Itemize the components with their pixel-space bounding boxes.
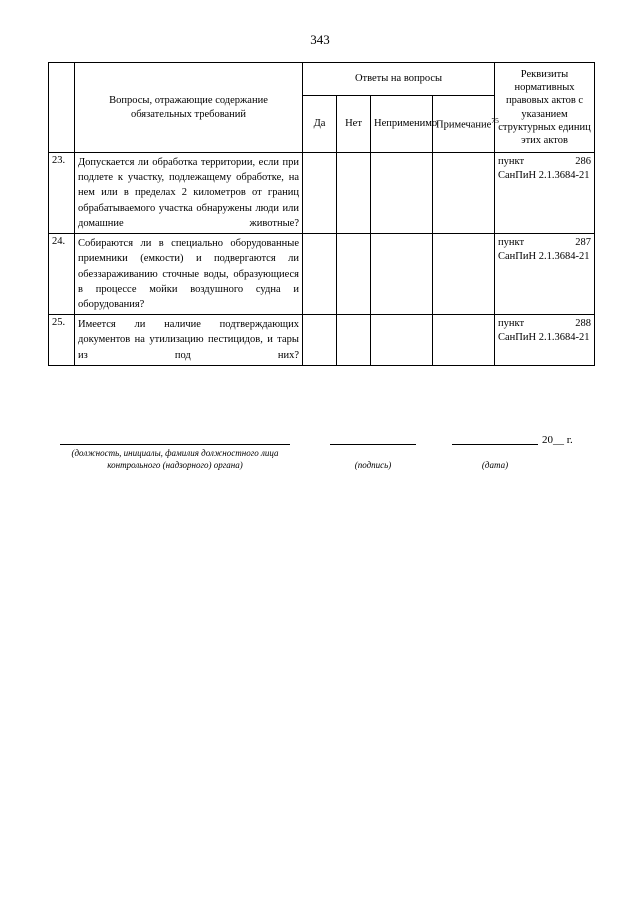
row-answer-no[interactable]: [337, 153, 371, 234]
row-requisites-label: пункт: [498, 318, 525, 330]
row-requisites-label: пункт: [498, 237, 525, 249]
signature-line: [330, 444, 416, 445]
row-question: Собираются ли в специально оборудованные приемники (емкости) и подвергаются ли обеззараживанию сточные воды, образующиеся в процессе мойки воздушного судна и оборудования?: [75, 234, 303, 315]
header-not-applicable: Неприменимо: [371, 96, 433, 153]
row-requisites-doc: СанПиН 2.1.3684-21: [498, 332, 590, 344]
row-requisites-number: 288: [575, 318, 592, 330]
row-answer-note[interactable]: [433, 153, 495, 234]
header-yes: Да: [303, 96, 337, 153]
row-requisites: [495, 315, 595, 366]
header-no: Нет: [337, 96, 371, 153]
table-body: [49, 153, 595, 366]
row-number: 24.: [49, 234, 75, 315]
official-caption: (должность, инициалы, фамилия должностного лица контрольного (надзорного) органа): [71, 448, 279, 470]
header-note-text: Примечание: [436, 119, 492, 131]
row-answer-yes[interactable]: [303, 234, 337, 315]
row-answer-na[interactable]: [371, 234, 433, 315]
row-answer-note[interactable]: [433, 315, 495, 366]
row-question: Допускается ли обработка территории, если при подлете к участку, подлежащему обработке, на нем или в пределах 2 километров от границ обрабатываемого участка обнаружены люди или домашние животные?: [75, 153, 303, 234]
row-answer-na[interactable]: [371, 153, 433, 234]
row-number: 25.: [49, 315, 75, 366]
date-caption: (дата): [481, 460, 509, 470]
row-requisites: [495, 153, 595, 234]
row-requisites-doc: СанПиН 2.1.3684-21: [498, 170, 590, 182]
signature-captions: [48, 450, 594, 496]
row-answer-yes[interactable]: [303, 315, 337, 366]
row-requisites: [495, 234, 595, 315]
row-requisites-number: 287: [575, 237, 592, 249]
row-requisites-doc: СанПиН 2.1.3684-21: [498, 251, 590, 263]
table-header: [49, 63, 595, 153]
row-answer-note[interactable]: [433, 234, 495, 315]
date-tail: 20__ г.: [542, 434, 573, 446]
official-line: [60, 444, 290, 445]
table-header-row-1: [49, 63, 595, 96]
signature-block: [48, 432, 594, 496]
table-row: [49, 234, 595, 315]
row-question: Имеется ли наличие подтверждающих документов на утилизацию пестицидов, и тары из под них?: [75, 315, 303, 366]
page-number: 343: [310, 32, 330, 47]
header-answers: Ответы на вопросы: [303, 63, 495, 96]
row-requisites-label: пункт: [498, 156, 525, 167]
table-row: [49, 153, 595, 234]
row-answer-na[interactable]: [371, 315, 433, 366]
header-requisites: Реквизиты нормативных правовых актов с указанием структурных единиц этих актов: [495, 63, 595, 153]
header-questions: Вопросы, отражающие содержание обязательных требований: [75, 63, 303, 153]
table-row: [49, 315, 595, 366]
date-line: [452, 444, 538, 445]
header-note-footnote-marker: 75: [491, 116, 499, 126]
row-answer-no[interactable]: [337, 234, 371, 315]
row-number: 23.: [49, 153, 75, 234]
row-answer-no[interactable]: [337, 315, 371, 366]
row-requisites-number: 286: [575, 156, 592, 167]
header-number: [49, 63, 75, 153]
signature-caption: (подпись): [354, 460, 392, 470]
row-answer-yes[interactable]: [303, 153, 337, 234]
checklist-table: [48, 62, 595, 366]
header-note: [433, 96, 499, 153]
